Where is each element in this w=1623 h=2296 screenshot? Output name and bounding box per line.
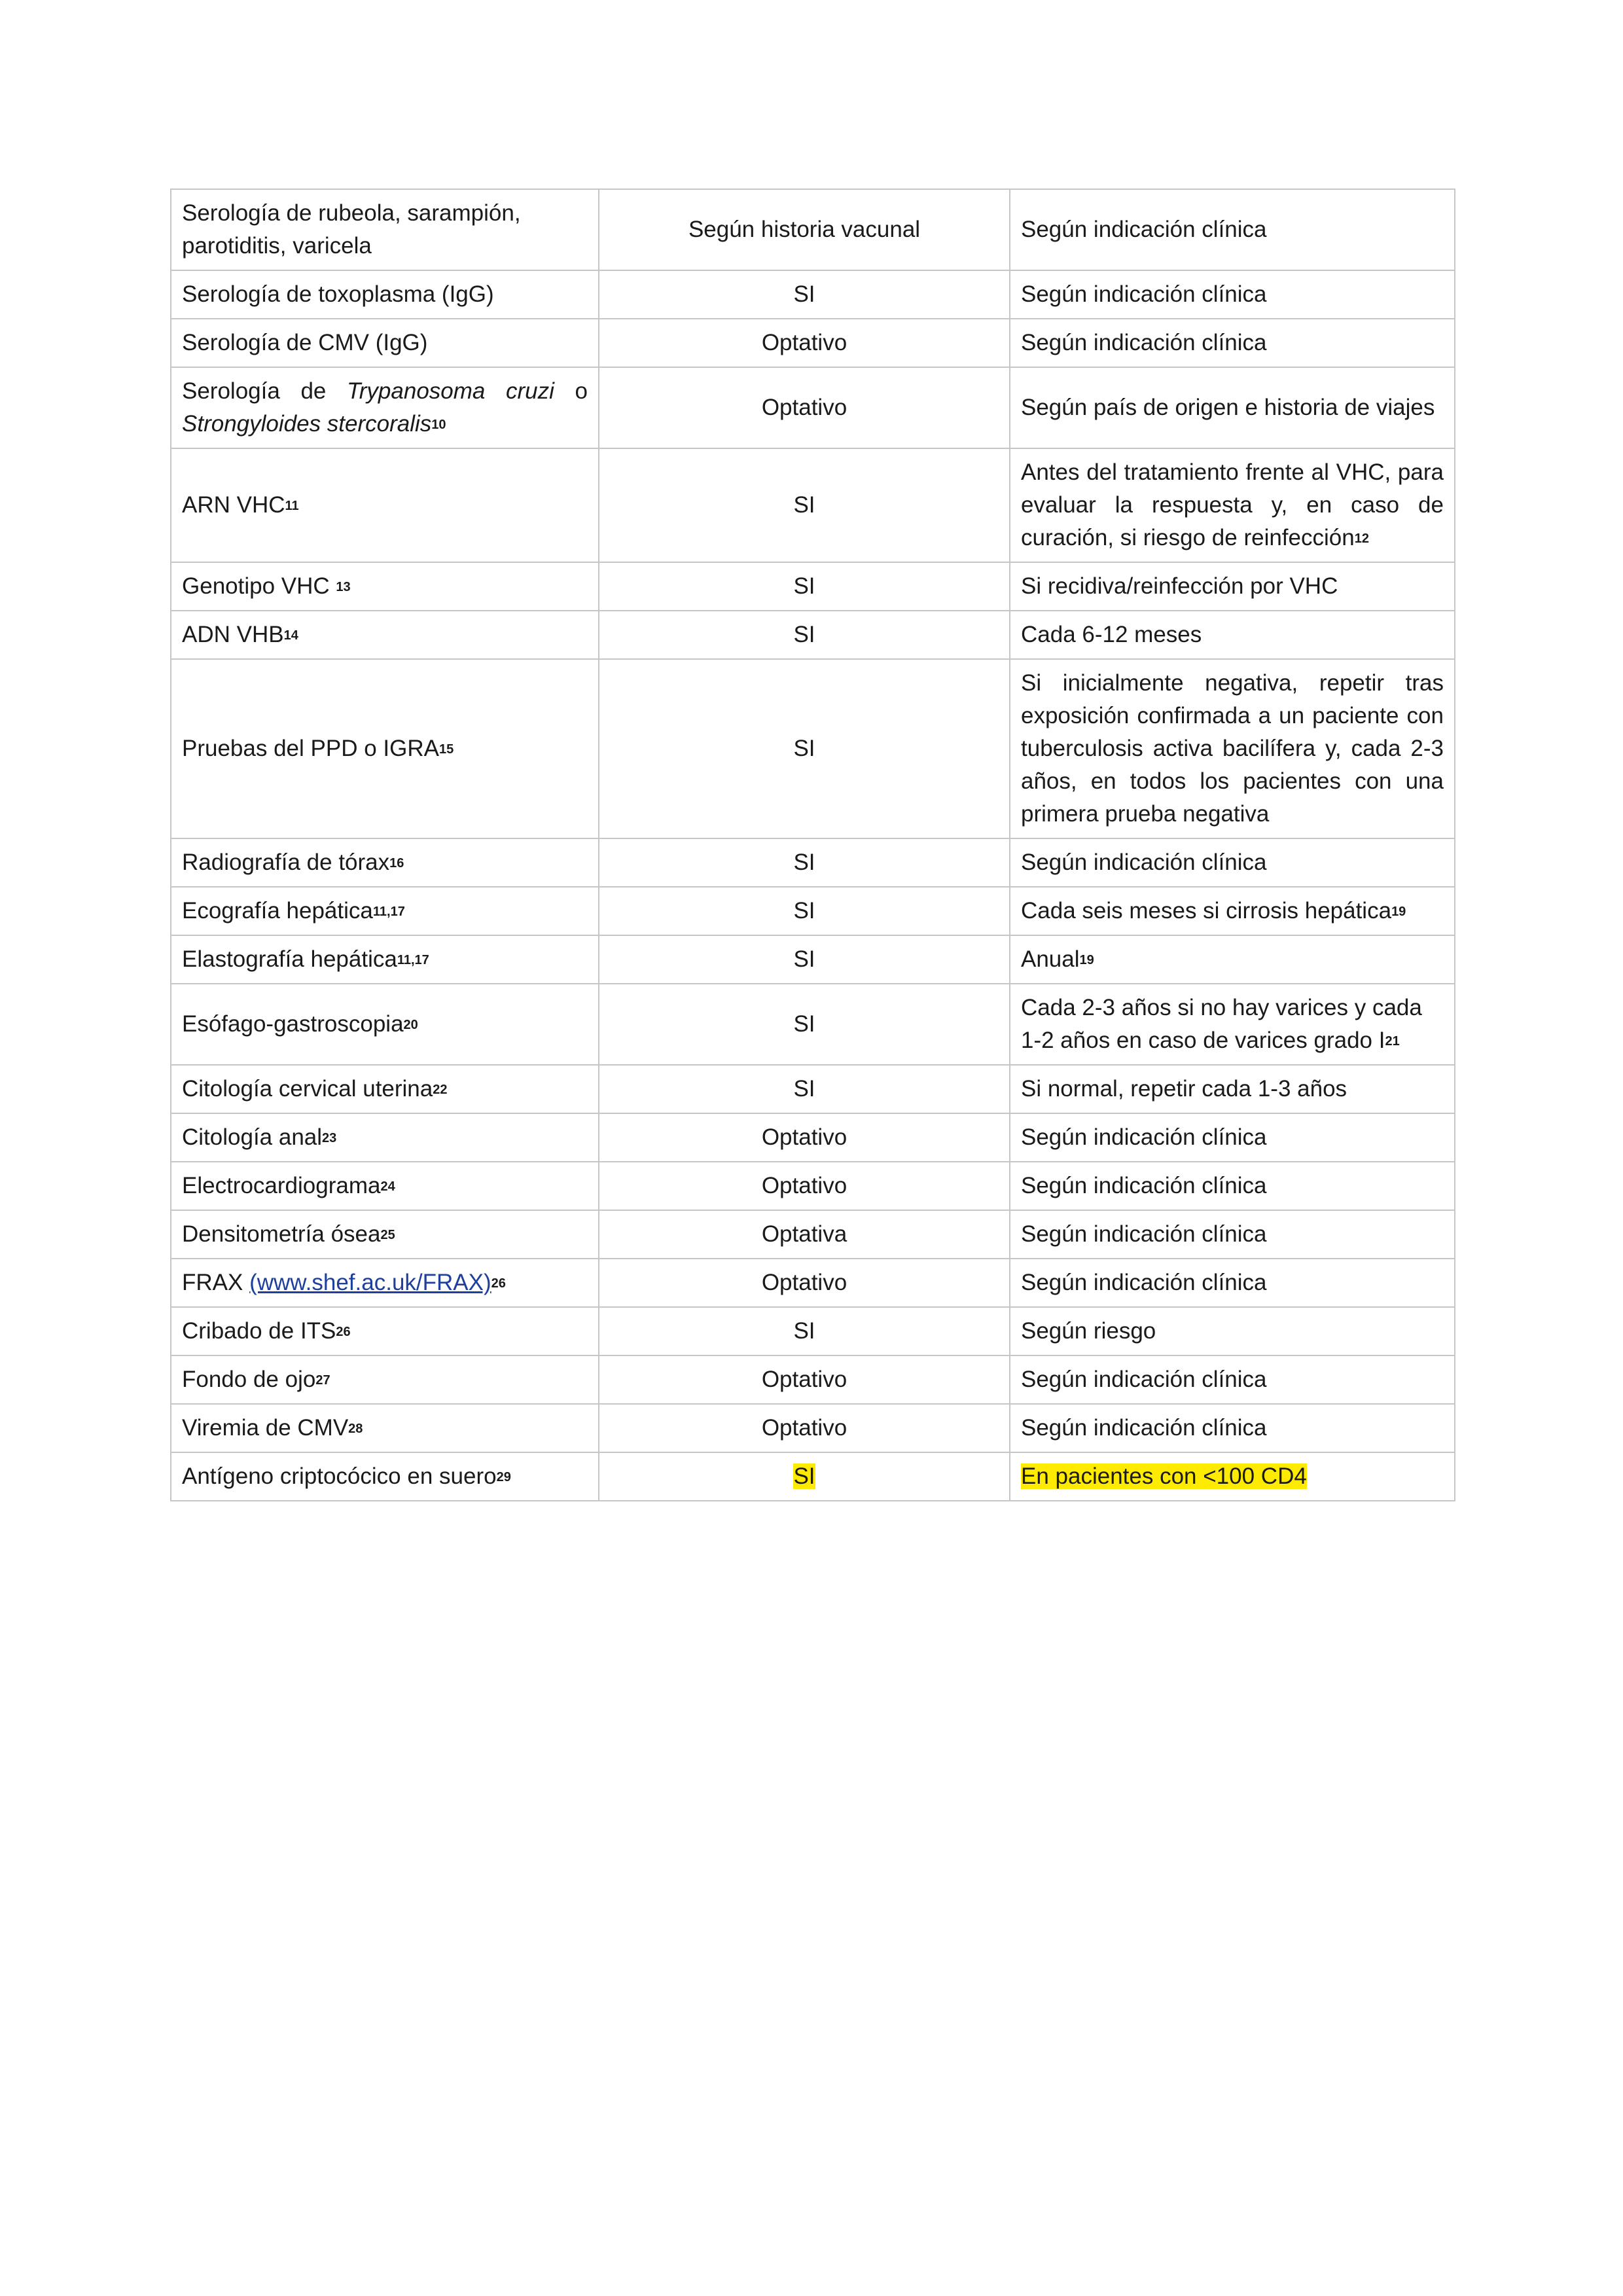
test-name-cell: Electrocardiograma$^{24}$	[171, 1162, 599, 1210]
table-row	[171, 1307, 1455, 1355]
table-row	[171, 562, 1455, 611]
test-name-cell: Citología anal$^{23}$	[171, 1113, 599, 1162]
test-name-cell: Serología de Trypanosoma cruzi o Strongyloides stercoralis$^{10}$	[171, 367, 599, 448]
frequency-cell: Según indicación clínica	[1010, 1355, 1455, 1404]
table-row	[171, 448, 1455, 562]
test-name-cell: Serología de CMV (IgG)	[171, 319, 599, 367]
indication-cell: Optativo	[599, 1259, 1010, 1307]
test-name-cell: ARN VHC$^{11}$	[171, 448, 599, 562]
test-name-cell: FRAX (www.shef.ac.uk/FRAX)$^{26}$	[171, 1259, 599, 1307]
indication-cell: SI	[599, 448, 1010, 562]
indication-cell: SI	[599, 1065, 1010, 1113]
test-name-cell: Citología cervical uterina$^{22}$	[171, 1065, 599, 1113]
indication-cell: SI	[599, 984, 1010, 1065]
indication-cell: Optativo	[599, 1113, 1010, 1162]
test-name-cell: Serología de rubeola, sarampión, parotiditis, varicela	[171, 189, 599, 270]
table-row	[171, 611, 1455, 659]
frequency-cell: Según indicación clínica	[1010, 838, 1455, 887]
indication-cell: SI	[599, 270, 1010, 319]
test-name-cell: Cribado de ITS$^{26}$	[171, 1307, 599, 1355]
table-row	[171, 838, 1455, 887]
indication-cell: SI	[599, 1307, 1010, 1355]
frequency-cell	[1010, 1452, 1455, 1501]
indication-cell: Optativo	[599, 367, 1010, 448]
frequency-cell: Según indicación clínica	[1010, 319, 1455, 367]
frequency-cell: Si recidiva/reinfección por VHC	[1010, 562, 1455, 611]
frequency-cell: Según indicación clínica	[1010, 1259, 1455, 1307]
indication-cell: Optativo	[599, 319, 1010, 367]
test-name-cell: Fondo de ojo$^{27}$	[171, 1355, 599, 1404]
frequency-cell: Según indicación clínica	[1010, 1404, 1455, 1452]
table-row	[171, 887, 1455, 935]
table-row	[171, 1452, 1455, 1501]
frequency-cell: Si normal, repetir cada 1-3 años	[1010, 1065, 1455, 1113]
table-row	[171, 984, 1455, 1065]
test-name-cell: Elastografía hepática$^{11,17}$	[171, 935, 599, 984]
test-name-cell: Radiografía de tórax$^{16}$	[171, 838, 599, 887]
indication-cell: SI	[599, 838, 1010, 887]
frequency-cell: Cada 6-12 meses	[1010, 611, 1455, 659]
frequency-cell: Según indicación clínica	[1010, 1113, 1455, 1162]
frequency-cell: Según indicación clínica	[1010, 189, 1455, 270]
indication-cell: Optativo	[599, 1355, 1010, 1404]
test-name-cell: ADN VHB$^{14}$	[171, 611, 599, 659]
table-row	[171, 935, 1455, 984]
test-name-cell: Serología de toxoplasma (IgG)	[171, 270, 599, 319]
frequency-cell: Cada seis meses si cirrosis hepática$^{19}$	[1010, 887, 1455, 935]
test-name-cell: Ecografía hepática$^{11,17}$	[171, 887, 599, 935]
table-row	[171, 1113, 1455, 1162]
table-row	[171, 1210, 1455, 1259]
test-name-cell: Viremia de CMV$^{28}$	[171, 1404, 599, 1452]
frequency-cell: Si inicialmente negativa, repetir tras exposición confirmada a un paciente con tuberculosis activa bacilífera y, cada 2-3 años, en todos los pacientes con una primera prueba negativa	[1010, 659, 1455, 838]
indication-cell: SI	[599, 659, 1010, 838]
indication-cell: SI	[599, 887, 1010, 935]
frequency-cell: Antes del tratamiento frente al VHC, para evaluar la respuesta y, en caso de curación, si riesgo de reinfección$^{12}$	[1010, 448, 1455, 562]
frequency-cell: Cada 2-3 años si no hay varices y cada 1-2 años en caso de varices grado $I^{21}$	[1010, 984, 1455, 1065]
test-name-cell: Antígeno criptocócico en suero$^{29}$	[171, 1452, 599, 1501]
table-row	[171, 659, 1455, 838]
highlighted-text: En pacientes con <100 CD4	[1021, 1463, 1307, 1489]
indication-cell: Según historia vacunal	[599, 189, 1010, 270]
indication-cell: Optativo	[599, 1404, 1010, 1452]
indication-cell: SI	[599, 562, 1010, 611]
indication-cell	[599, 1452, 1010, 1501]
frequency-cell: Según país de origen e historia de viajes	[1010, 367, 1455, 448]
table-row	[171, 1259, 1455, 1307]
frequency-cell: Según indicación clínica	[1010, 270, 1455, 319]
frequency-cell: Según indicación clínica	[1010, 1162, 1455, 1210]
indication-cell: SI	[599, 935, 1010, 984]
frequency-cell: Anual$^{19}$	[1010, 935, 1455, 984]
table-row	[171, 189, 1455, 270]
test-name-cell: Densitometría ósea$^{25}$	[171, 1210, 599, 1259]
frequency-cell: Según indicación clínica	[1010, 1210, 1455, 1259]
table-row	[171, 270, 1455, 319]
table-row	[171, 367, 1455, 448]
test-name-cell: Genotipo VHC $^{13}$	[171, 562, 599, 611]
frequency-cell: Según riesgo	[1010, 1307, 1455, 1355]
test-name-cell: Esófago-gastroscopia$^{20}$	[171, 984, 599, 1065]
table-row	[171, 1404, 1455, 1452]
table-row	[171, 1162, 1455, 1210]
highlighted-text: SI	[793, 1463, 815, 1489]
test-name-cell: Pruebas del PPD o IGRA$^{15}$	[171, 659, 599, 838]
table-row	[171, 1355, 1455, 1404]
table-row	[171, 319, 1455, 367]
indication-cell: Optativo	[599, 1162, 1010, 1210]
indication-cell: SI	[599, 611, 1010, 659]
followup-tests-table	[170, 188, 1455, 1501]
table-row	[171, 1065, 1455, 1113]
indication-cell: Optativa	[599, 1210, 1010, 1259]
frax-link[interactable]: (www.shef.ac.uk/FRAX)	[249, 1270, 491, 1295]
